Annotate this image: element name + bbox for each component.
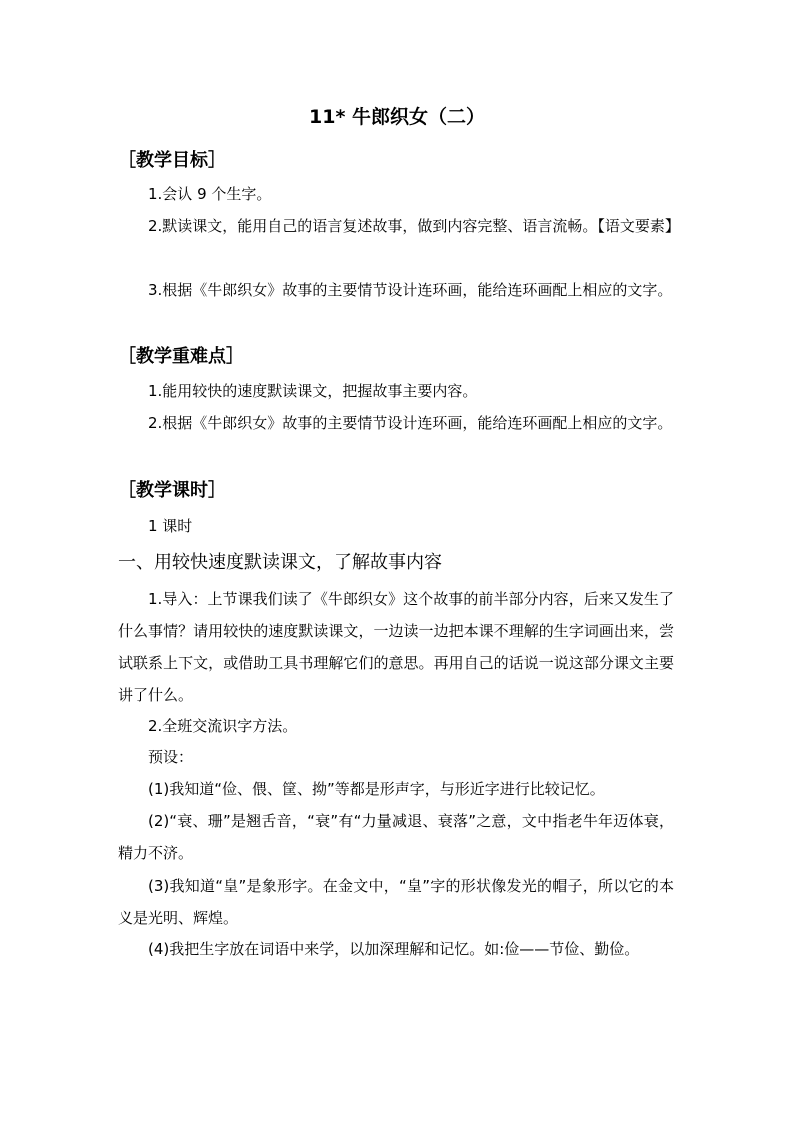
paragraph: (1)我知道“俭、偎、筐、拗”等都是形声字，与形近字进行比较记忆。 <box>148 780 605 798</box>
paragraph: 2.全班交流识字方法。 <box>148 717 298 735</box>
goal-item: 1.会认 9 个生字。 <box>148 185 272 203</box>
paragraph: (4)我把生字放在词语中来学，以加深理解和记忆。如:俭——节俭、勤俭。 <box>148 940 640 958</box>
key-point-item: 1.能用较快的速度默读课文，把握故事主要内容。 <box>148 382 478 400</box>
paragraph: (2)“衰、珊”是翘舌音，“衰”有“力量减退、衰落”之意，文中指老牛年迈体衰，精力不济。 <box>118 812 674 862</box>
goal-item: 3.根据《牛郎织女》故事的主要情节设计连环画，能给连环画配上相应的文字。 <box>148 281 673 299</box>
key-point-item: 2.根据《牛郎织女》故事的主要情节设计连环画，能给连环画配上相应的文字。 <box>148 414 673 432</box>
paragraph: 1.导入：上节课我们读了《牛郎织女》这个故事的前半部分内容，后来又发生了什么事情？请用较快的速度默读课文，一边读一边把本课不理解的生字词画出来，尝试联系上下文，或借助工具书理解它们的意思。再用自己的话说一说这部分课文主要讲了什么。 <box>118 590 674 704</box>
paragraph: 预设： <box>148 748 194 766</box>
section-heading-key-points: ［教学重难点］ <box>118 346 244 367</box>
section-heading-hours: ［教学课时］ <box>118 480 226 501</box>
paragraph: (3)我知道“皇”是象形字。在金文中，“皇”字的形状像发光的帽子，所以它的本义是光明、辉煌。 <box>118 877 674 927</box>
part-heading: 一、用较快速度默读课文，了解故事内容 <box>118 552 442 573</box>
section-heading-goals: ［教学目标］ <box>118 150 226 171</box>
goal-item: 2.默读课文，能用自己的语言复述故事，做到内容完整、语言流畅。【语文要素】 <box>148 217 680 235</box>
hours-text: 1 课时 <box>148 517 193 535</box>
lesson-title: 11* 牛郎织女（二） <box>309 106 485 128</box>
